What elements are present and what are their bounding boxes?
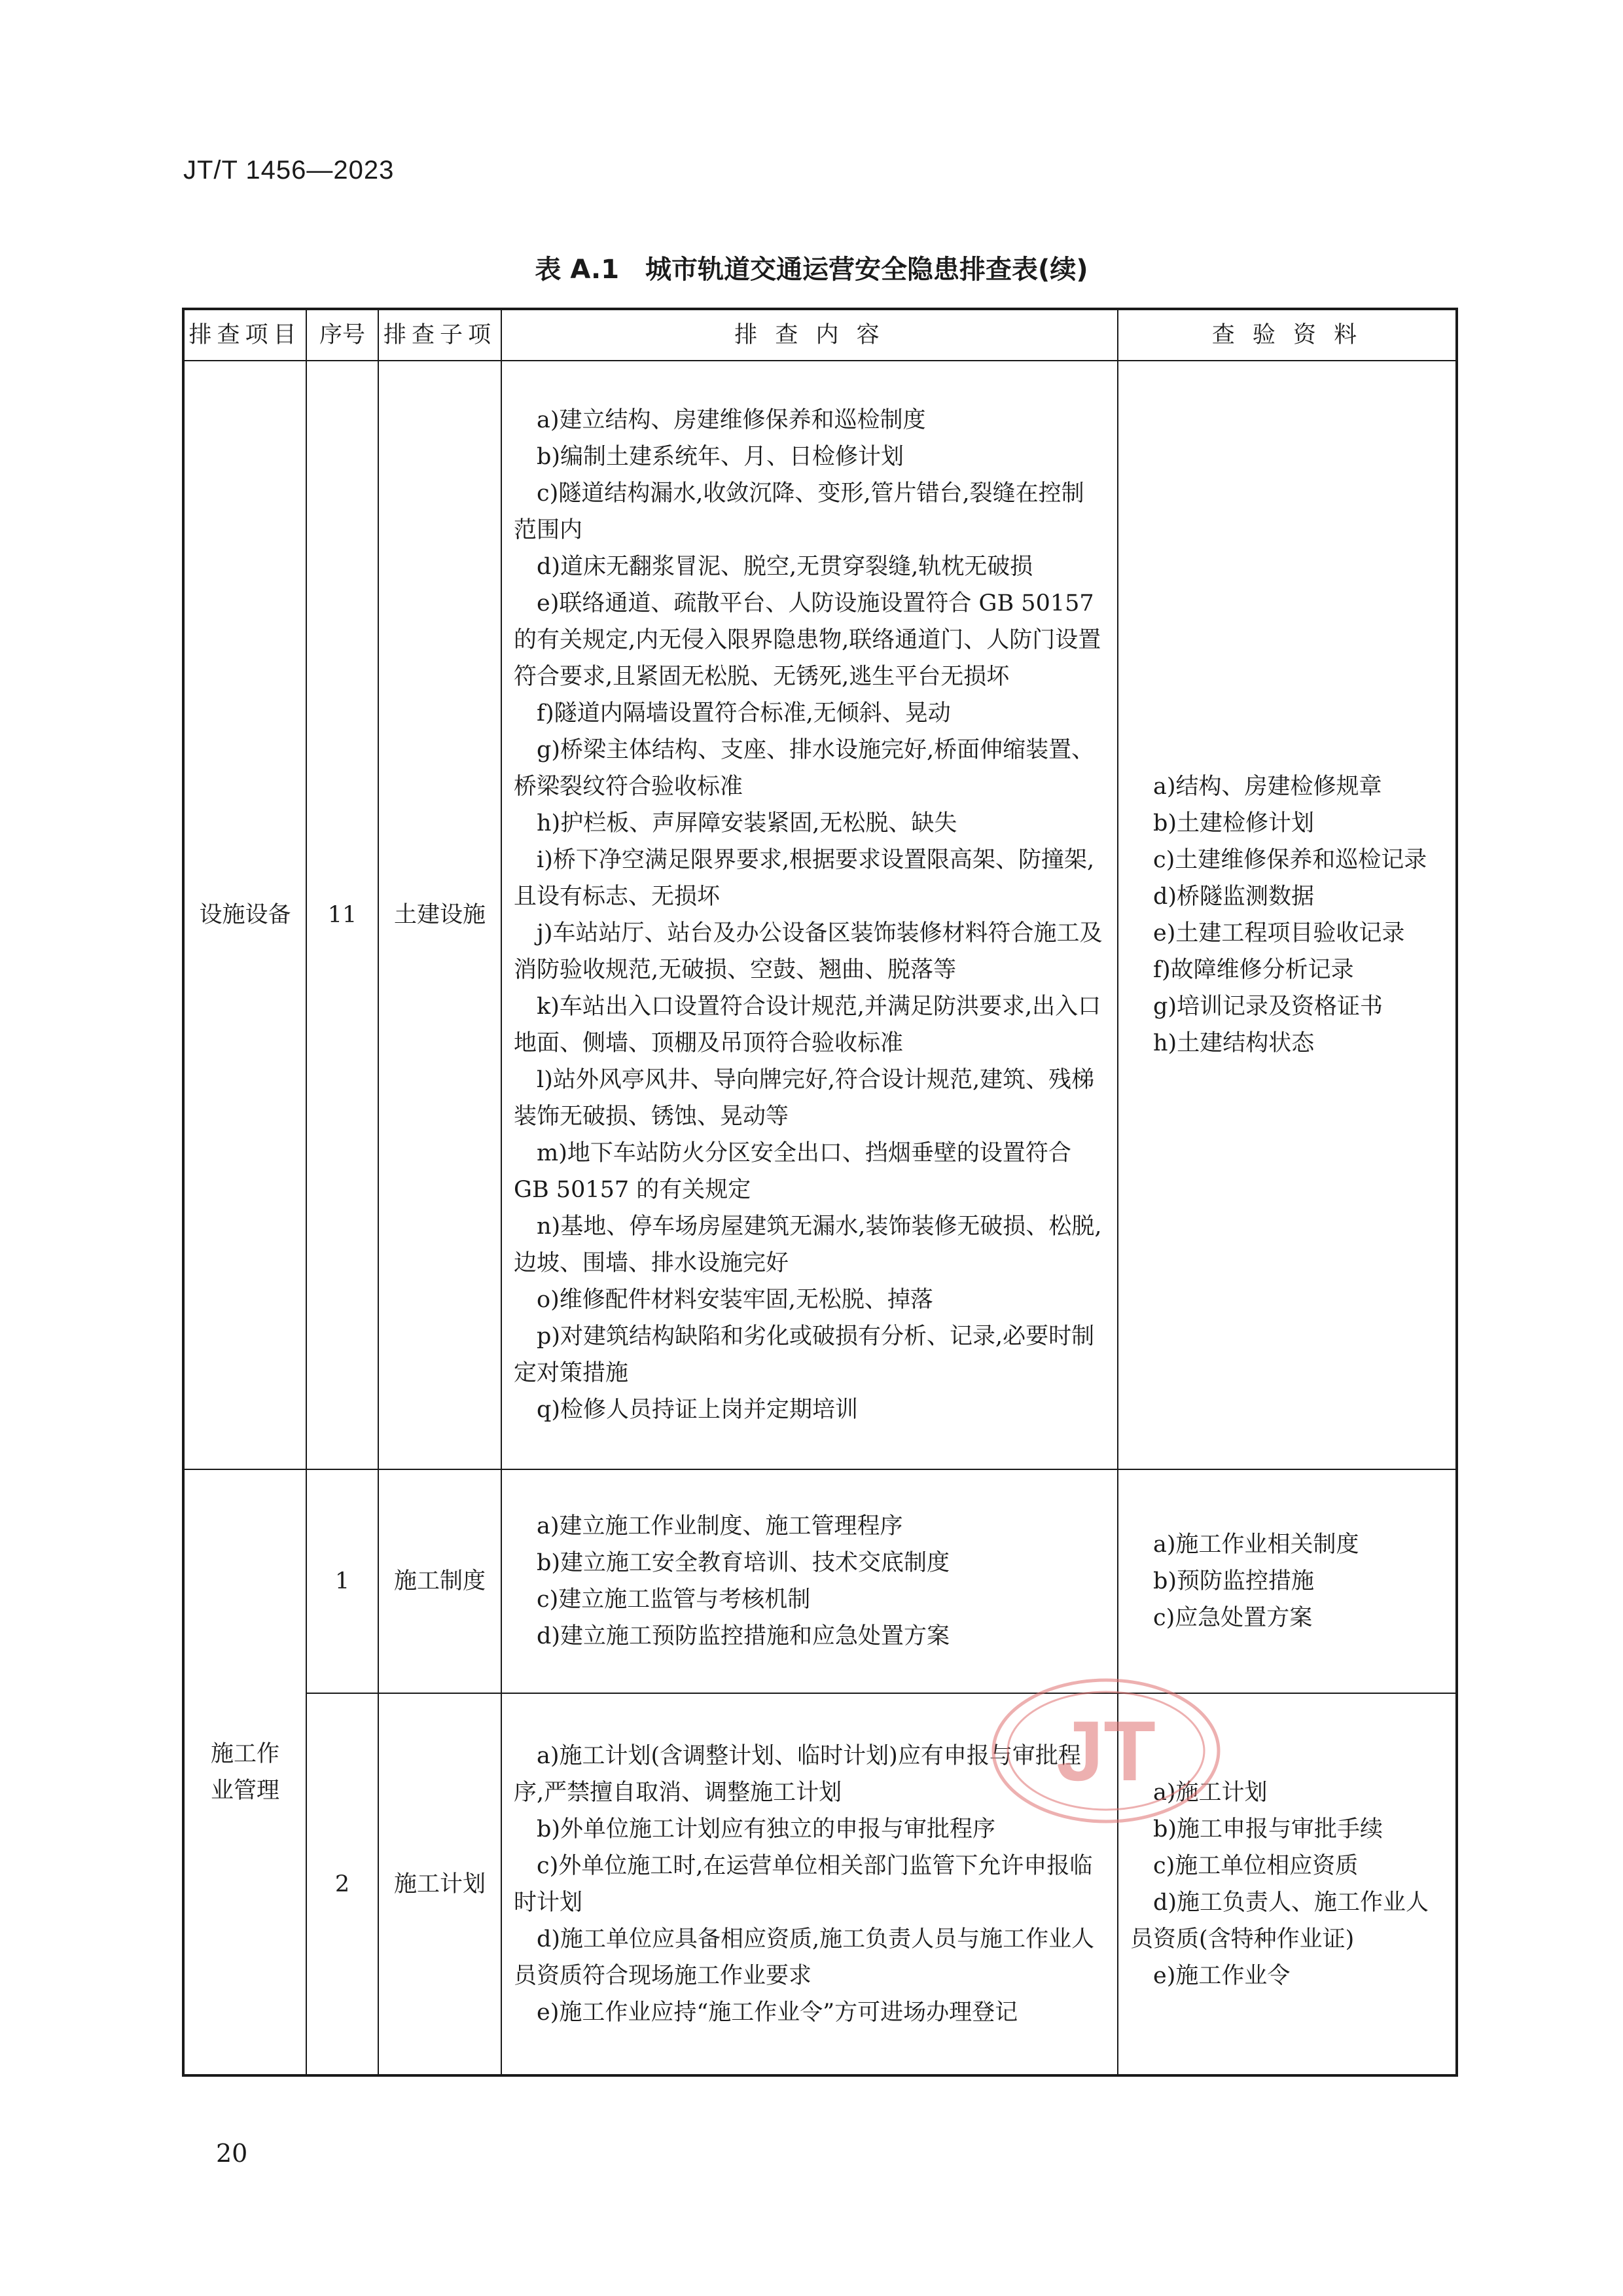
content-line: b)编制土建系统年、月、日检修计划 xyxy=(537,444,904,470)
content-line: h)护栏板、声屏障安装紧固,无松脱、缺失 xyxy=(537,810,957,836)
content-line: e)施工作业应持“施工作业令”方可进场办理登记 xyxy=(537,1999,1018,2026)
table-row xyxy=(183,1469,1457,1693)
content-line: d)施工单位应具备相应资质,施工负责人员与施工作业人员资质符合现场施工作业要求 xyxy=(514,1926,1095,1989)
content-line: a)建立结构、房建维修保养和巡检制度 xyxy=(537,407,926,433)
col-header-docs: 查 验 资 料 xyxy=(1118,309,1457,361)
doc-line: b)施工申报与审批手续 xyxy=(1153,1816,1383,1842)
content-line: c)建立施工监管与考核机制 xyxy=(537,1587,811,1613)
content-line: f)隧道内隔墙设置符合标准,无倾斜、晃动 xyxy=(537,700,951,726)
doc-line: a)结构、房建检修规章 xyxy=(1153,774,1382,800)
content-line: c)外单位施工时,在运营单位相关部门监管下允许申报临时计划 xyxy=(514,1852,1093,1916)
doc-line: d)桥隧监测数据 xyxy=(1153,884,1315,910)
content-line: q)检修人员持证上岗并定期培训 xyxy=(537,1397,859,1423)
doc-line: e)土建工程项目验收记录 xyxy=(1153,920,1405,946)
doc-line: e)施工作业令 xyxy=(1153,1962,1291,1989)
jt-watermark-stamp xyxy=(988,1676,1224,1826)
table-row xyxy=(183,1693,1457,2075)
content-line: j)车站站厅、站台及办公设备区装饰装修材料符合施工及消防验收规范,无破损、空鼓、翘曲、脱落等 xyxy=(514,920,1103,983)
cell-sub: 施工计划 xyxy=(378,1693,501,2075)
doc-line: g)培训记录及资格证书 xyxy=(1153,994,1383,1020)
cell-no: 1 xyxy=(306,1469,378,1693)
col-header-content: 排 查 内 容 xyxy=(501,309,1118,361)
doc-line: a)施工作业相关制度 xyxy=(1153,1532,1359,1558)
inspection-table xyxy=(182,308,1458,2077)
cell-sub: 土建设施 xyxy=(378,361,501,1469)
standard-code: JT/T 1456—2023 xyxy=(183,156,395,185)
content-line: l)站外风亭风井、导向牌完好,符合设计规范,建筑、残梯装饰无破损、锈蚀、晃动等 xyxy=(514,1067,1095,1130)
doc-line: c)施工单位相应资质 xyxy=(1153,1852,1359,1879)
content-line: a)建立施工作业制度、施工管理程序 xyxy=(537,1513,903,1539)
content-line: p)对建筑结构缺陷和劣化或破损有分析、记录,必要时制定对策措施 xyxy=(514,1323,1095,1386)
doc-line: c)土建维修保养和巡检记录 xyxy=(1153,847,1427,873)
cell-sub: 施工制度 xyxy=(378,1469,501,1693)
content-line: b)建立施工安全教育培训、技术交底制度 xyxy=(537,1550,950,1576)
content-line: n)基地、停车场房屋建筑无漏水,装饰装修无破损、松脱,边坡、围墙、排水设施完好 xyxy=(514,1213,1102,1276)
doc-line: b)预防监控措施 xyxy=(1153,1568,1315,1594)
cell-no: 2 xyxy=(306,1693,378,2075)
cell-item: 施工作业管理 xyxy=(183,1469,306,2075)
cell-content xyxy=(501,361,1118,1469)
cell-no: 11 xyxy=(306,361,378,1469)
cell-content xyxy=(501,1469,1118,1693)
col-header-no: 序号 xyxy=(306,309,378,361)
doc-line: b)土建检修计划 xyxy=(1153,810,1315,836)
content-line: g)桥梁主体结构、支座、排水设施完好,桥面伸缩装置、桥梁裂纹符合验收标准 xyxy=(514,737,1095,800)
table-row xyxy=(183,361,1457,1469)
page-number: 20 xyxy=(216,2139,248,2168)
content-line: i)桥下净空满足限界要求,根据要求设置限高架、防撞架,且设有标志、无损坏 xyxy=(514,847,1095,910)
doc-line: c)应急处置方案 xyxy=(1153,1605,1313,1631)
col-header-item: 排查项目 xyxy=(183,309,306,361)
doc-line: f)故障维修分析记录 xyxy=(1153,957,1354,983)
table-title: 表 A.1 城市轨道交通运营安全隐患排查表(续) xyxy=(535,255,1088,285)
stamp-text: JT xyxy=(1056,1703,1156,1799)
content-line: c)隧道结构漏水,收敛沉降、变形,管片错台,裂缝在控制范围内 xyxy=(514,480,1084,543)
doc-line: a)施工计划 xyxy=(1153,1779,1268,1806)
content-line: e)联络通道、疏散平台、人防设施设置符合 GB 50157 的有关规定,内无侵入限界隐患物,联络通道门、人防门设置符合要求,且紧固无松脱、无锈死,逃生平台无损坏 xyxy=(514,590,1101,690)
content-line: k)车站出入口设置符合设计规范,并满足防洪要求,出入口地面、侧墙、顶棚及吊顶符合验收标准 xyxy=(514,994,1101,1056)
doc-line: d)施工负责人、施工作业人员资质(含特种作业证) xyxy=(1130,1889,1429,1952)
content-line: d)道床无翻浆冒泥、脱空,无贯穿裂缝,轨枕无破损 xyxy=(537,554,1033,580)
col-header-sub: 排查子项 xyxy=(378,309,501,361)
cell-docs xyxy=(1118,361,1457,1469)
content-line: m)地下车站防火分区安全出口、挡烟垂壁的设置符合 GB 50157 的有关规定 xyxy=(514,1140,1071,1203)
content-line: o)维修配件材料安装牢固,无松脱、掉落 xyxy=(537,1287,933,1313)
content-line: b)外单位施工计划应有独立的申报与审批程序 xyxy=(537,1816,996,1842)
content-line: a)施工计划(含调整计划、临时计划)应有申报与审批程序,严禁擅自取消、调整施工计划 xyxy=(514,1742,1081,1806)
table-header-row xyxy=(183,309,1457,361)
cell-item: 设施设备 xyxy=(183,361,306,1469)
content-line: d)建立施工预防监控措施和应急处置方案 xyxy=(537,1623,950,1649)
cell-docs xyxy=(1118,1469,1457,1693)
doc-line: h)土建结构状态 xyxy=(1153,1030,1315,1056)
